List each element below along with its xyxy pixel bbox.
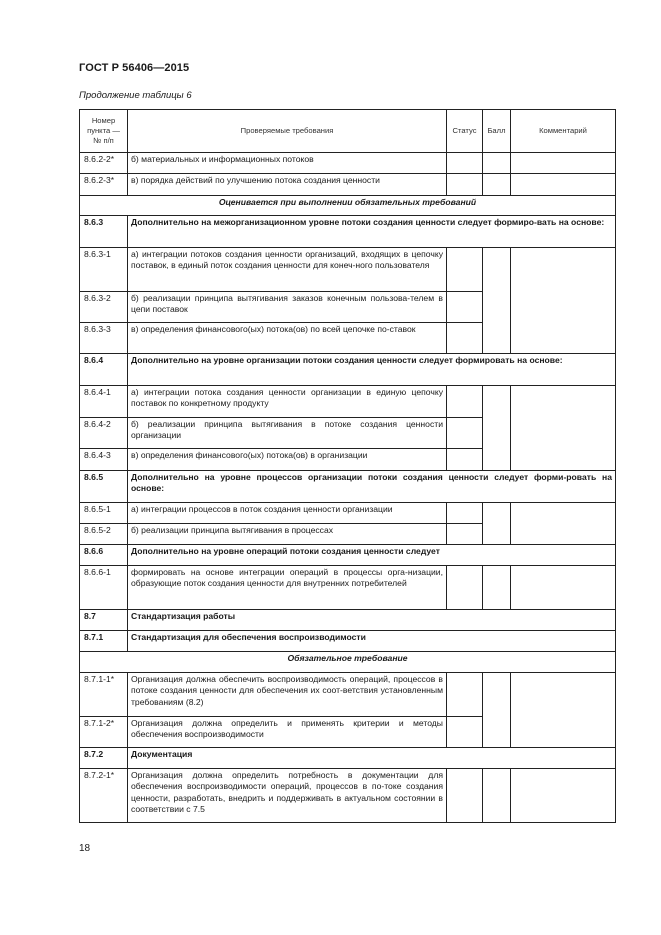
row-requirement: Стандартизация работы xyxy=(128,610,616,631)
row-requirement: Дополнительно на межорганизационном уровне потоки создания ценности следует формиро-вать на основе: xyxy=(128,216,616,248)
comment-cell xyxy=(511,503,616,545)
section-heading-row xyxy=(80,545,616,566)
row-num: 8.7.1-1* xyxy=(80,673,128,717)
row-num: 8.6.5-1 xyxy=(80,503,128,524)
row-requirement: формировать на основе интеграции операций в процессы орга-низации, образующие поток создания ценности для внутренних потребителей xyxy=(128,566,447,610)
score-cell xyxy=(483,503,511,545)
section-divider-row xyxy=(80,652,616,673)
row-requirement: а) интеграции процессов в поток создания ценности организации xyxy=(128,503,447,524)
status-cell xyxy=(447,292,483,323)
row-num: 8.6.5 xyxy=(80,471,128,503)
row-requirement: Стандартизация для обеспечения воспроизводимости xyxy=(128,631,616,652)
row-num: 8.6.6 xyxy=(80,545,128,566)
table-row xyxy=(80,566,616,610)
status-cell xyxy=(447,449,483,471)
row-requirement: б) материальных и информационных потоков xyxy=(128,153,447,174)
row-requirement: Организация должна определить и применять критерии и методы обеспечения воспроизводимости xyxy=(128,717,447,748)
section-heading-row xyxy=(80,631,616,652)
score-cell xyxy=(483,566,511,610)
row-num: 8.6.3 xyxy=(80,216,128,248)
row-requirement: а) интеграции потоков создания ценности организаций, входящих в цепочку поставок, в единый поток создания ценности для конеч-ного пользователя xyxy=(128,248,447,292)
page-number: 18 xyxy=(79,843,91,854)
row-num: 8.6.3-2 xyxy=(80,292,128,323)
col-header-status: Статус xyxy=(447,110,483,153)
col-header-score: Балл xyxy=(483,110,511,153)
section-divider-row xyxy=(80,196,616,216)
status-cell xyxy=(447,769,483,823)
status-cell xyxy=(447,248,483,292)
row-requirement: Организация должна обеспечить воспроизводимость операций, процессов в потоке создания ценности для обеспечения их соот-ветствия установленным требованиям (8.2) xyxy=(128,673,447,717)
status-cell xyxy=(447,673,483,717)
row-requirement: Дополнительно на уровне операций потоки создания ценности следует xyxy=(128,545,616,566)
row-num: 8.6.4-2 xyxy=(80,418,128,449)
row-num: 8.6.2-2* xyxy=(80,153,128,174)
col-header-comment: Комментарий xyxy=(511,110,616,153)
row-requirement: Дополнительно на уровне процессов организации потоки создания ценности следует форми-ровать на основе: xyxy=(128,471,616,503)
score-cell xyxy=(483,673,511,748)
table-row xyxy=(80,769,616,823)
row-num: 8.7 xyxy=(80,610,128,631)
row-num: 8.6.2-3* xyxy=(80,174,128,196)
row-num: 8.7.2 xyxy=(80,748,128,769)
row-requirement: б) реализации принципа вытягивания в потоке создания ценности организации xyxy=(128,418,447,449)
row-num: 8.6.4-1 xyxy=(80,386,128,418)
row-requirement: б) реализации принципа вытягивания заказов конечным пользова-телем в цепи поставок xyxy=(128,292,447,323)
status-cell xyxy=(447,717,483,748)
requirements-table xyxy=(79,109,616,823)
table-header-row xyxy=(80,110,616,153)
comment-cell xyxy=(511,769,616,823)
table-row xyxy=(80,386,616,418)
comment-cell xyxy=(511,153,616,174)
row-requirement: в) определения финансового(ых) потока(ов) в организации xyxy=(128,449,447,471)
status-cell xyxy=(447,418,483,449)
table-row xyxy=(80,248,616,292)
table-row xyxy=(80,174,616,196)
table-continuation-label: Продолжение таблицы 6 xyxy=(79,90,192,101)
comment-cell xyxy=(511,566,616,610)
section-heading-row xyxy=(80,471,616,503)
section-heading-row xyxy=(80,748,616,769)
status-cell xyxy=(447,524,483,545)
row-num: 8.7.2-1* xyxy=(80,769,128,823)
comment-cell xyxy=(511,248,616,354)
comment-cell xyxy=(511,673,616,748)
table-row xyxy=(80,503,616,524)
section-heading-row xyxy=(80,610,616,631)
status-cell xyxy=(447,386,483,418)
row-num: 8.6.4 xyxy=(80,354,128,386)
status-cell xyxy=(447,323,483,354)
section-divider-label: Оценивается при выполнении обязательных требований xyxy=(80,196,616,216)
status-cell xyxy=(447,153,483,174)
row-num: 8.6.4-3 xyxy=(80,449,128,471)
row-requirement: а) интеграции потока создания ценности организации в единую цепочку поставок по конкретному продукту xyxy=(128,386,447,418)
row-num: 8.6.6-1 xyxy=(80,566,128,610)
score-cell xyxy=(483,769,511,823)
document-title: ГОСТ Р 56406—2015 xyxy=(79,62,190,74)
row-requirement: Дополнительно на уровне организации потоки создания ценности следует формировать на основе: xyxy=(128,354,616,386)
table-row xyxy=(80,153,616,174)
row-requirement: Организация должна определить потребность в документации для обеспечения воспроизводимости операций, процессов в по-токе создания ценности, разработать, внедрить и поддерживать в актуальном состоянии в соответствии с 7.5 xyxy=(128,769,447,823)
row-requirement: б) реализации принципа вытягивания в процессах xyxy=(128,524,447,545)
row-num: 8.6.5-2 xyxy=(80,524,128,545)
section-divider-label: Обязательное требование xyxy=(80,652,616,673)
row-num: 8.7.1 xyxy=(80,631,128,652)
row-requirement: Документация xyxy=(128,748,616,769)
section-heading-row xyxy=(80,354,616,386)
table-row xyxy=(80,673,616,717)
status-cell xyxy=(447,566,483,610)
score-cell xyxy=(483,248,511,354)
section-heading-row xyxy=(80,216,616,248)
score-cell xyxy=(483,153,511,174)
status-cell xyxy=(447,503,483,524)
col-header-num: Номер пункта — № п/п xyxy=(80,110,128,153)
row-requirement: в) определения финансового(ых) потока(ов) по всей цепочке по-ставок xyxy=(128,323,447,354)
score-cell xyxy=(483,174,511,196)
comment-cell xyxy=(511,174,616,196)
row-num: 8.6.3-3 xyxy=(80,323,128,354)
row-num: 8.7.1-2* xyxy=(80,717,128,748)
status-cell xyxy=(447,174,483,196)
col-header-requirements: Проверяемые требования xyxy=(128,110,447,153)
row-num: 8.6.3-1 xyxy=(80,248,128,292)
score-cell xyxy=(483,386,511,471)
comment-cell xyxy=(511,386,616,471)
row-requirement: в) порядка действий по улучшению потока создания ценности xyxy=(128,174,447,196)
